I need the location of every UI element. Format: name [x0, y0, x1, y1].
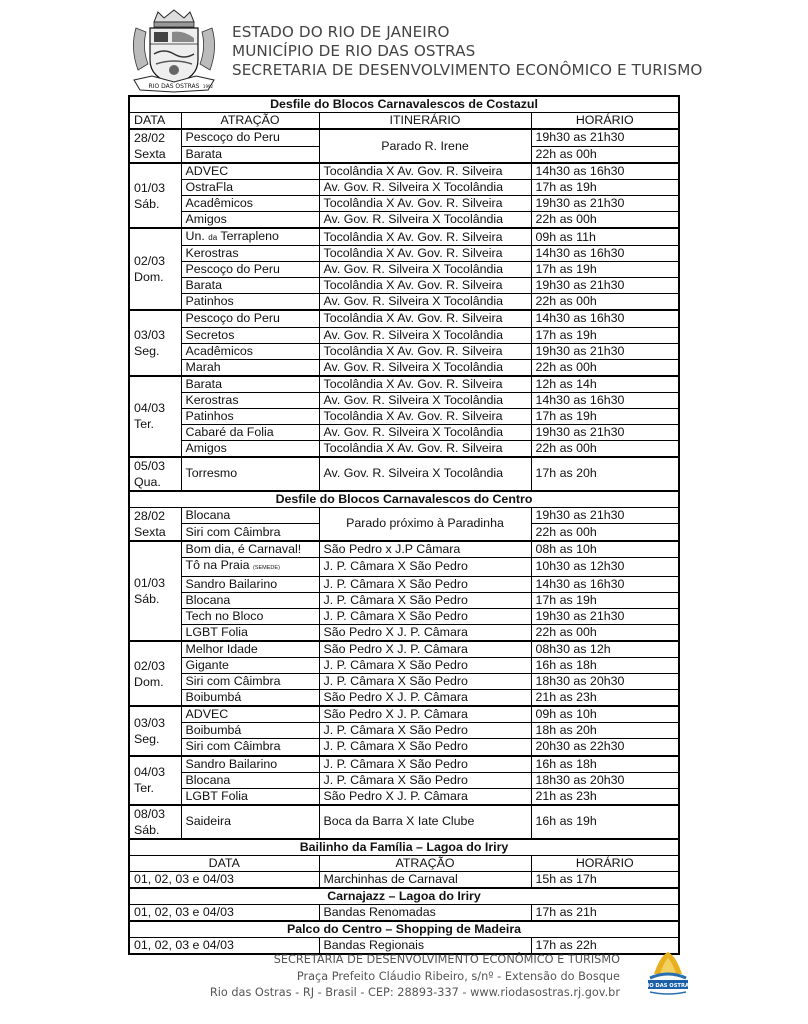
itinerary-cell: Av. Gov. R. Silveira X Tocolândia	[319, 457, 531, 491]
table-row	[129, 871, 679, 888]
footer-secretariat: SECRETARIA DE DESENVOLVIMENTO ECONÔMICO E TURISMO	[273, 953, 620, 966]
time-cell: 17h as 22h	[531, 937, 679, 954]
table-row	[129, 756, 679, 773]
attraction-cell: Patinhos	[181, 408, 319, 424]
table-row	[129, 262, 679, 278]
attraction-cell: Blocana	[181, 593, 319, 609]
col-header-time: HORÁRIO	[531, 855, 679, 871]
logo-text: RIO DAS OSTRAS	[643, 983, 693, 989]
attraction-cell: Siri com Câimbra	[181, 674, 319, 690]
time-cell: 17h as 19h	[531, 262, 679, 278]
col-header-date: DATA	[129, 113, 181, 130]
table-row	[129, 327, 679, 343]
attraction-cell: Barata	[181, 376, 319, 393]
footer-city-contact: Rio das Ostras - RJ - Brasil - CEP: 28893-337 - www.riodasostras.rj.gov.br	[209, 986, 620, 999]
date-cell: 05/03 Qua.	[129, 457, 181, 491]
attraction-cell: Bandas Regionais	[319, 937, 531, 954]
table-row	[129, 196, 679, 212]
table-row	[129, 609, 679, 625]
table-row	[129, 343, 679, 359]
date-cell: 01/03 Sáb.	[129, 163, 181, 228]
table-row	[129, 788, 679, 805]
col-header-attraction: ATRAÇÃO	[319, 855, 531, 871]
itinerary-cell: Parado R. Irene	[319, 129, 531, 163]
table-row	[129, 805, 679, 839]
table-row	[129, 294, 679, 311]
secretariat-name: SECRETARIA DE DESENVOLVIMENTO ECONÔMICO E TURISMO	[232, 61, 703, 79]
rio-das-ostras-logo	[643, 948, 693, 1000]
time-cell: 08h as 10h	[531, 541, 679, 558]
footer-street: Praça Prefeito Cláudio Ribeiro, s/nº - Extensão do Bosque	[296, 969, 620, 983]
itinerary-cell: J. P. Câmara X São Pedro	[319, 593, 531, 609]
itinerary-cell: Tocolândia X Av. Gov. R. Silveira	[319, 246, 531, 262]
table-row	[129, 163, 679, 180]
date-cell: 28/02 Sexta	[129, 129, 181, 163]
time-cell: 19h30 as 21h30	[531, 609, 679, 625]
time-cell: 19h30 as 21h30	[531, 507, 679, 523]
state-name: ESTADO DO RIO DE JANEIRO	[232, 23, 450, 41]
attraction-cell: Sandro Bailarino	[181, 576, 319, 592]
table-row	[129, 129, 679, 146]
carnival-schedule-table	[128, 95, 680, 955]
time-cell: 15h as 17h	[531, 871, 679, 888]
date-cell: 04/03 Ter.	[129, 756, 181, 805]
date-cell: 03/03 Seg.	[129, 706, 181, 755]
time-cell: 09h as 11h	[531, 228, 679, 246]
table-row	[129, 658, 679, 674]
time-cell: 19h30 as 21h30	[531, 343, 679, 359]
section-title-palco: Palco do Centro – Shopping de Madeira	[129, 921, 679, 938]
table-row	[129, 180, 679, 196]
attraction-cell: Kerostras	[181, 246, 319, 262]
time-cell: 17h as 19h	[531, 327, 679, 343]
time-cell: 17h as 19h	[531, 180, 679, 196]
attraction-cell: Un. da Terrapleno	[181, 228, 319, 246]
attraction-cell: Pescoço do Peru	[181, 262, 319, 278]
itinerary-cell: São Pedro X J. P. Câmara	[319, 690, 531, 707]
date-cell: 04/03 Ter.	[129, 376, 181, 457]
table-row	[129, 376, 679, 393]
attraction-cell: Saideira	[181, 805, 319, 839]
time-cell: 17h as 19h	[531, 408, 679, 424]
attraction-cell: ADVEC	[181, 163, 319, 180]
date-cell: 01/03 Sáb.	[129, 541, 181, 641]
itinerary-cell: Av. Gov. R. Silveira X Tocolândia	[319, 359, 531, 376]
attraction-cell: Acadêmicos	[181, 196, 319, 212]
attraction-cell: ADVEC	[181, 706, 319, 723]
itinerary-cell: Tocolândia X Av. Gov. R. Silveira	[319, 163, 531, 180]
attraction-cell: Siri com Câimbra	[181, 739, 319, 756]
table-row	[129, 674, 679, 690]
table-row	[129, 310, 679, 327]
itinerary-cell: J. P. Câmara X São Pedro	[319, 723, 531, 739]
table-row	[129, 457, 679, 491]
attraction-cell: Siri com Câimbra	[181, 524, 319, 541]
attraction-cell: Blocana	[181, 772, 319, 788]
attraction-cell: Melhor Idade	[181, 641, 319, 658]
time-cell: 19h30 as 21h30	[531, 196, 679, 212]
time-cell: 12h as 14h	[531, 376, 679, 393]
itinerary-cell: São Pedro X J. P. Câmara	[319, 625, 531, 642]
date-cell: 02/03 Dom.	[129, 228, 181, 310]
table-row	[129, 228, 679, 246]
time-cell: 17h as 19h	[531, 593, 679, 609]
itinerary-cell: J. P. Câmara X São Pedro	[319, 576, 531, 592]
date-cell: 01, 02, 03 e 04/03	[129, 871, 319, 888]
attraction-cell: Tech no Bloco	[181, 609, 319, 625]
time-cell: 21h as 23h	[531, 788, 679, 805]
attraction-cell: Pescoço do Peru	[181, 129, 319, 146]
date-cell: 28/02 Sexta	[129, 507, 181, 541]
itinerary-cell: J. P. Câmara X São Pedro	[319, 772, 531, 788]
table-row	[129, 359, 679, 376]
section-title-bailinho: Bailinho da Família – Lagoa do Iriry	[129, 839, 679, 856]
time-cell: 14h30 as 16h30	[531, 576, 679, 592]
time-cell: 17h as 21h	[531, 904, 679, 921]
attraction-cell: Marah	[181, 359, 319, 376]
table-row	[129, 690, 679, 707]
itinerary-cell: Tocolândia X Av. Gov. R. Silveira	[319, 310, 531, 327]
attraction-cell: Tô na Praia (SEMEDE)	[181, 557, 319, 576]
col-header-date: DATA	[129, 855, 319, 871]
table-row	[129, 212, 679, 229]
date-cell: 08/03 Sáb.	[129, 805, 181, 839]
attraction-cell: Boibumbá	[181, 723, 319, 739]
attraction-cell: Boibumbá	[181, 690, 319, 707]
itinerary-cell: J. P. Câmara X São Pedro	[319, 674, 531, 690]
itinerary-cell: Tocolândia X Av. Gov. R. Silveira	[319, 196, 531, 212]
date-cell: 01, 02, 03 e 04/03	[129, 904, 319, 921]
itinerary-cell: J. P. Câmara X São Pedro	[319, 658, 531, 674]
table-row	[129, 278, 679, 294]
itinerary-cell: Av. Gov. R. Silveira X Tocolândia	[319, 262, 531, 278]
itinerary-cell: J. P. Câmara X São Pedro	[319, 557, 531, 576]
time-cell: 22h as 00h	[531, 359, 679, 376]
itinerary-cell: Av. Gov. R. Silveira X Tocolândia	[319, 212, 531, 229]
attraction-cell: LGBT Folia	[181, 788, 319, 805]
itinerary-cell: J. P. Câmara X São Pedro	[319, 739, 531, 756]
itinerary-cell: Av. Gov. R. Silveira X Tocolândia	[319, 294, 531, 311]
time-cell: 19h30 as 21h30	[531, 129, 679, 146]
attraction-cell: LGBT Folia	[181, 625, 319, 642]
time-cell: 18h30 as 20h30	[531, 772, 679, 788]
attraction-cell: Torresmo	[181, 457, 319, 491]
section-title-carnajazz: Carnajazz – Lagoa do Iriry	[129, 888, 679, 905]
time-cell: 22h as 00h	[531, 294, 679, 311]
itinerary-cell: Av. Gov. R. Silveira X Tocolândia	[319, 180, 531, 196]
time-cell: 22h as 00h	[531, 625, 679, 642]
table-row	[129, 706, 679, 723]
itinerary-cell: Av. Gov. R. Silveira X Tocolândia	[319, 392, 531, 408]
col-header-time: HORÁRIO	[531, 113, 679, 130]
itinerary-cell: Tocolândia X Av. Gov. R. Silveira	[319, 228, 531, 246]
time-cell: 19h30 as 21h30	[531, 278, 679, 294]
crest-year-text: 1992	[202, 84, 214, 89]
table-row	[129, 904, 679, 921]
table-header-row	[129, 113, 679, 130]
table-row	[129, 593, 679, 609]
table-row	[129, 507, 679, 523]
time-cell: 22h as 00h	[531, 146, 679, 163]
itinerary-cell: Av. Gov. R. Silveira X Tocolândia	[319, 327, 531, 343]
time-cell: 10h30 as 12h30	[531, 557, 679, 576]
table-row	[129, 723, 679, 739]
time-cell: 14h30 as 16h30	[531, 246, 679, 262]
table-row	[129, 440, 679, 457]
time-cell: 16h as 18h	[531, 658, 679, 674]
attraction-cell: Barata	[181, 146, 319, 163]
itinerary-cell: J. P. Câmara X São Pedro	[319, 609, 531, 625]
attraction-cell: Bom dia, é Carnaval!	[181, 541, 319, 558]
attraction-cell: Secretos	[181, 327, 319, 343]
time-cell: 21h as 23h	[531, 690, 679, 707]
time-cell: 17h as 20h	[531, 457, 679, 491]
municipal-crest-logo	[128, 8, 220, 94]
table-header-row	[129, 855, 679, 871]
footer-address	[210, 952, 620, 1002]
itinerary-cell: Tocolândia X Av. Gov. R. Silveira	[319, 343, 531, 359]
attraction-cell: Blocana	[181, 507, 319, 523]
date-cell: 01, 02, 03 e 04/03	[129, 937, 319, 954]
attraction-cell: Kerostras	[181, 392, 319, 408]
itinerary-cell: Boca da Barra X Iate Clube	[319, 805, 531, 839]
time-cell: 22h as 00h	[531, 212, 679, 229]
table-row	[129, 408, 679, 424]
attraction-cell: Pescoço do Peru	[181, 310, 319, 327]
time-cell: 14h30 as 16h30	[531, 392, 679, 408]
attraction-cell: Sandro Bailarino	[181, 756, 319, 773]
time-cell: 22h as 00h	[531, 440, 679, 457]
table-row	[129, 424, 679, 440]
date-cell: 03/03 Seg.	[129, 310, 181, 375]
itinerary-cell: São Pedro X J. P. Câmara	[319, 788, 531, 805]
time-cell: 18h30 as 20h30	[531, 674, 679, 690]
attraction-cell: Bandas Renomadas	[319, 904, 531, 921]
time-cell: 19h30 as 21h30	[531, 424, 679, 440]
table-row	[129, 625, 679, 642]
attraction-cell: Patinhos	[181, 294, 319, 311]
time-cell: 16h as 19h	[531, 805, 679, 839]
itinerary-cell: São Pedro X J. P. Câmara	[319, 706, 531, 723]
itinerary-cell: Tocolândia X Av. Gov. R. Silveira	[319, 278, 531, 294]
attraction-cell: Cabaré da Folia	[181, 424, 319, 440]
time-cell: 14h30 as 16h30	[531, 163, 679, 180]
date-cell: 02/03 Dom.	[129, 641, 181, 706]
time-cell: 18h as 20h	[531, 723, 679, 739]
itinerary-cell: Parado próximo à Paradinha	[319, 507, 531, 541]
time-cell: 08h30 as 12h	[531, 641, 679, 658]
itinerary-cell: Tocolândia X Av. Gov. R. Silveira	[319, 376, 531, 393]
itinerary-cell: São Pedro X J. P. Câmara	[319, 641, 531, 658]
table-row	[129, 557, 679, 576]
attraction-cell: Amigos	[181, 212, 319, 229]
table-row	[129, 246, 679, 262]
table-row	[129, 641, 679, 658]
attraction-cell: OstraFla	[181, 180, 319, 196]
table-row	[129, 739, 679, 756]
time-cell: 16h as 18h	[531, 756, 679, 773]
municipality-name: MUNICÍPIO DE RIO DAS OSTRAS	[232, 42, 476, 60]
col-header-attraction: ATRAÇÃO	[181, 113, 319, 130]
col-header-itinerary: ITINERÁRIO	[319, 113, 531, 130]
attraction-cell: Barata	[181, 278, 319, 294]
itinerary-cell: Av. Gov. R. Silveira X Tocolândia	[319, 424, 531, 440]
attraction-cell: Acadêmicos	[181, 343, 319, 359]
attraction-cell: Amigos	[181, 440, 319, 457]
section-title-centro: Desfile do Blocos Carnavalescos do Centro	[129, 491, 679, 508]
time-cell: 14h30 as 16h30	[531, 310, 679, 327]
table-row	[129, 392, 679, 408]
crest-ribbon-text: RIO DAS OSTRAS	[148, 83, 200, 90]
attraction-cell: Gigante	[181, 658, 319, 674]
itinerary-cell: Tocolândia X Av. Gov. R. Silveira	[319, 440, 531, 457]
time-cell: 20h30 as 22h30	[531, 739, 679, 756]
attraction-cell: Marchinhas de Carnaval	[319, 871, 531, 888]
table-row	[129, 576, 679, 592]
itinerary-cell: São Pedro x J.P Câmara	[319, 541, 531, 558]
time-cell: 09h as 10h	[531, 706, 679, 723]
time-cell: 22h as 00h	[531, 524, 679, 541]
itinerary-cell: J. P. Câmara X São Pedro	[319, 756, 531, 773]
letterhead	[232, 23, 702, 80]
itinerary-cell: Tocolândia X Av. Gov. R. Silveira	[319, 408, 531, 424]
table-row	[129, 541, 679, 558]
section-title-costazul: Desfile do Blocos Carnavalescos de Costazul	[129, 96, 679, 113]
table-row	[129, 772, 679, 788]
